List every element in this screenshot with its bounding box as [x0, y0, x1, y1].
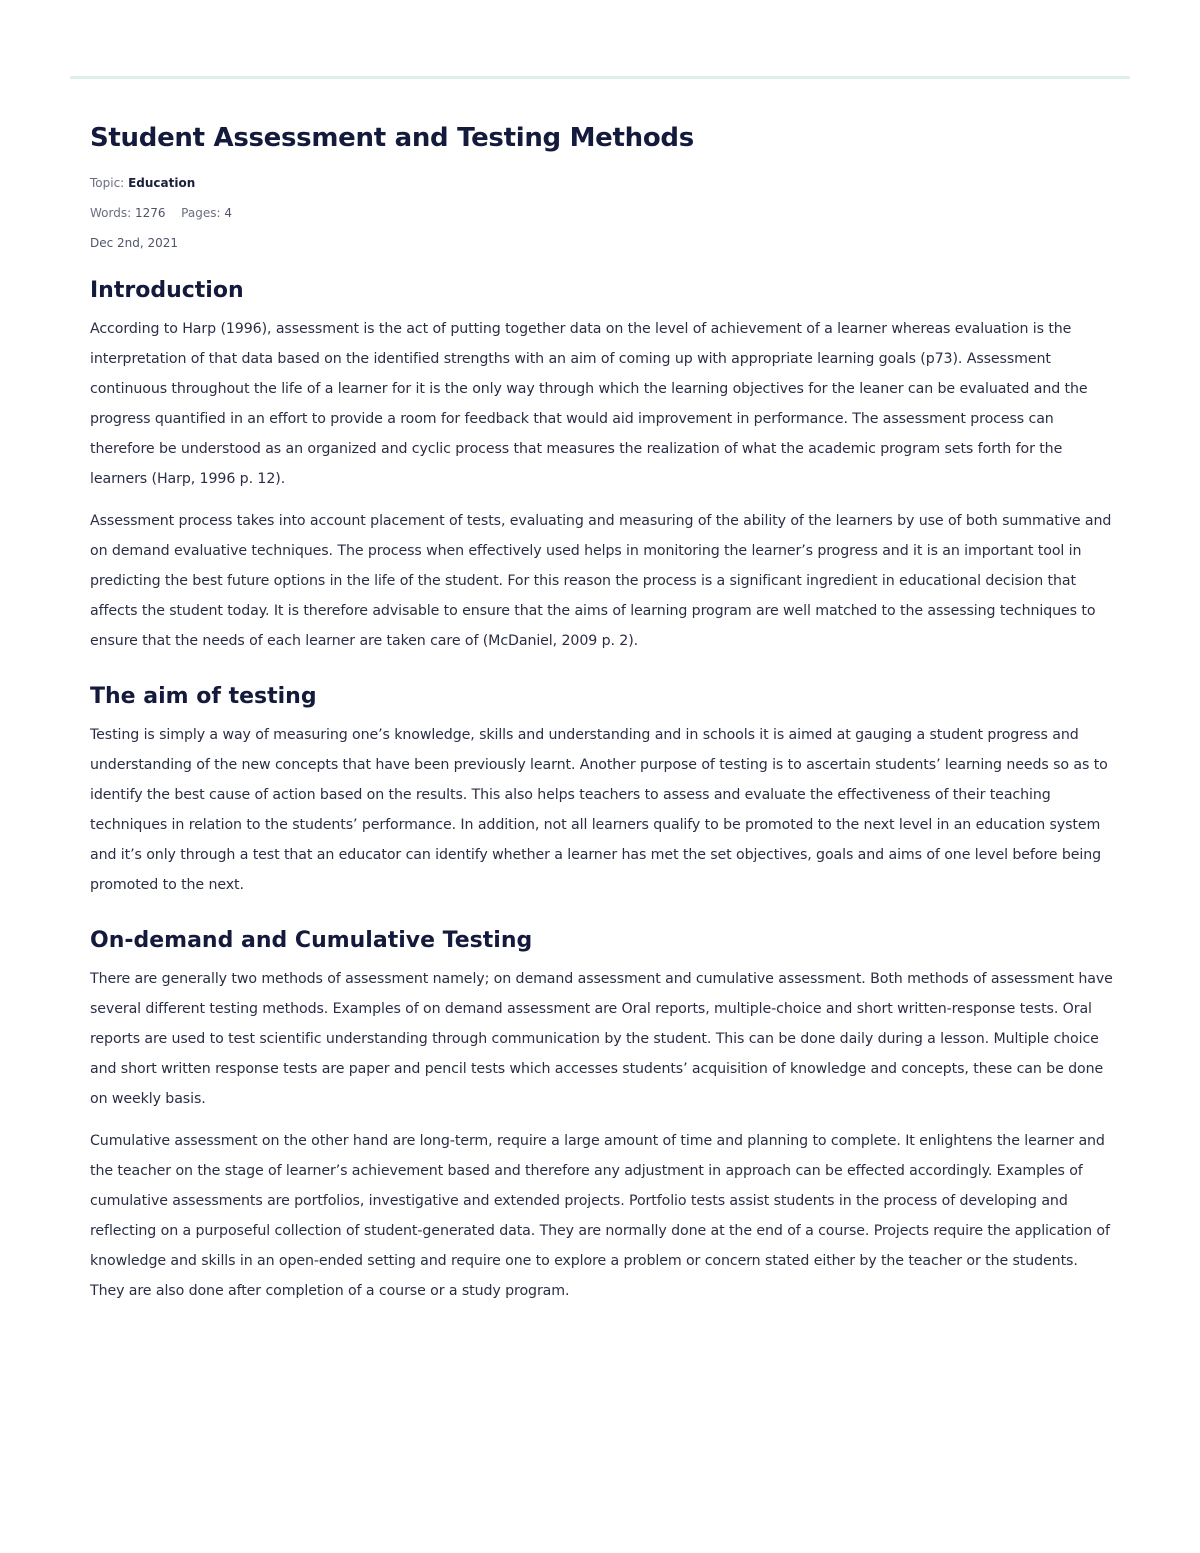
meta-topic [90, 168, 1115, 198]
paragraph: According to Harp (1996), assessment is the act of putting together data on the level of achievement of a learner whereas evaluation is the interpretation of that data based on the identified strengths with an aim of coming up with appropriate learning goals (p73). Assessment continuous throughout the life of a learner for it is the only way through which the learning objectives for the leaner can be evaluated and the progress quantified in an effort to provide a room for feedback that would aid improvement in performance. The assessment process can therefore be understood as an organized and cyclic process that measures the realization of what the academic program sets forth for the learners (Harp, 1996 p. 12). [90, 321, 1088, 487]
topic-label: Topic: [90, 176, 125, 190]
section-heading: The aim of testing [90, 684, 317, 709]
section-on-demand-cumulative [90, 924, 1115, 1306]
meta-counts [90, 198, 1115, 228]
section-heading: On-demand and Cumulative Testing [90, 928, 533, 953]
paragraph: Cumulative assessment on the other hand are long-term, require a large amount of time and planning to complete. It enlightens the learner and the teacher on the stage of learner’s achievement based and therefore any adjustment in approach can be effected accordingly. Examples of cumulative assessments are portfolios, investigative and extended projects. Portfolio tests assist students in the process of developing and reflecting on a purposeful collection of student-generated data. They are normally done at the end of a course. Projects require the application of knowledge and skills in an open-ended setting and require one to explore a problem or concern stated either by the teacher or the students. They are also done after completion of a course or a study program. [90, 1133, 1110, 1299]
document-content [90, 118, 1115, 1318]
pages-value: 4 [224, 206, 232, 220]
pages-label: Pages: [181, 206, 221, 220]
section-introduction [90, 274, 1115, 656]
words-label: Words: [90, 206, 132, 220]
section-aim-of-testing [90, 680, 1115, 900]
meta-date [90, 228, 1115, 258]
topic-link[interactable]: Education [128, 176, 196, 190]
paragraph: There are generally two methods of assessment namely; on demand assessment and cumulative assessment. Both methods of assessment have several different testing methods. Examples of on demand assessment are Oral reports, multiple-choice and short written-response tests. Oral reports are used to test scientific understanding through communication by the student. This can be done daily during a lesson. Multiple choice and short written response tests are paper and pencil tests which accesses students’ acquisition of knowledge and concepts, these can be done on weekly basis. [90, 971, 1113, 1107]
page-title: Student Assessment and Testing Methods [90, 123, 694, 153]
words-value: 1276 [134, 206, 166, 220]
paragraph: Testing is simply a way of measuring one’s knowledge, skills and understanding and in schools it is aimed at gauging a student progress and understanding of the new concepts that have been previously learnt. Another purpose of testing is to ascertain students’ learning needs so as to identify the best cause of action based on the results. This also helps teachers to assess and evaluate the effectiveness of their teaching techniques in relation to the students’ performance. In addition, not all learners qualify to be promoted to the next level in an education system and it’s only through a test that an educator can identify whether a learner has met the set objectives, goals and aims of one level before being promoted to the next. [90, 727, 1108, 893]
section-heading: Introduction [90, 278, 244, 303]
publish-date: Dec 2nd, 2021 [90, 236, 179, 250]
top-divider [70, 76, 1130, 79]
paragraph: Assessment process takes into account placement of tests, evaluating and measuring of the ability of the learners by use of both summative and on demand evaluative techniques. The process when effectively used helps in monitoring the learner’s progress and it is an important tool in predicting the best future options in the life of the student. For this reason the process is a significant ingredient in educational decision that affects the student today. It is therefore advisable to ensure that the aims of learning program are well matched to the assessing techniques to ensure that the needs of each learner are taken care of (McDaniel, 2009 p. 2). [90, 513, 1112, 649]
